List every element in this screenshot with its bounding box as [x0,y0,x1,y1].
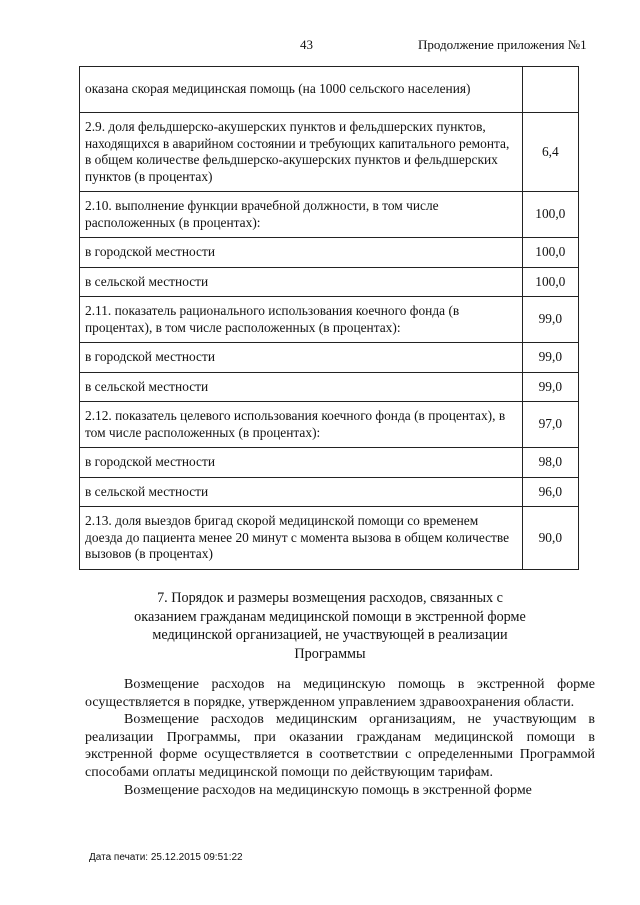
indicator-value: 99,0 [522,297,578,343]
page-number: 43 [300,37,313,52]
table-row [80,192,579,238]
table-row [80,372,579,402]
indicator-description: 2.12. показатель целевого использования коечного фонда (в процентах), в том числе расположенных (в процентах): [80,402,523,448]
indicator-description: в городской местности [80,343,523,373]
section-title-line: оказанием гражданам медицинской помощи в экстренной форме [134,608,526,625]
table-row [80,448,579,478]
table-row [80,402,579,448]
indicator-description: в городской местности [80,238,523,268]
print-date: Дата печати: 25.12.2015 09:51:22 [89,852,243,863]
indicator-description: 2.13. доля выездов бригад скорой медицинской помощи со временем доезда до пациента менее 20 минут с момента вызова в общем количестве вызовов (в процентах) [80,507,523,570]
paragraph: Возмещение расходов на медицинскую помощь в экстренной форме осуществляется в порядке, утвержденном управлением здравоохранения области. [85,677,595,710]
indicator-description: в сельской местности [80,477,523,507]
indicator-description: в городской местности [80,448,523,478]
indicator-description: оказана скорая медицинская помощь (на 1000 сельского населения) [80,67,523,113]
table-row [80,113,579,192]
indicator-value: 100,0 [522,192,578,238]
indicator-value: 97,0 [522,402,578,448]
paragraph: Возмещение расходов на медицинскую помощь в экстренной форме [124,782,532,798]
indicator-description: 2.9. доля фельдшерско-акушерских пунктов и фельдшерских пунктов, находящихся в аварийном состоянии и требующих капитального ремонта, в общем количестве фельдшерско-акушерских пунктов и фельдшерских пунктов (в процентах) [80,113,523,192]
indicator-value: 98,0 [522,448,578,478]
indicator-value [522,67,578,113]
indicator-description: 2.11. показатель рационального использования коечного фонда (в процентах), в том числе расположенных (в процентах): [80,297,523,343]
indicator-description: в сельской местности [80,267,523,297]
section-title [100,589,560,663]
section-title-line: Программы [294,645,366,662]
table-row [80,477,579,507]
indicator-value: 99,0 [522,372,578,402]
indicator-value: 90,0 [522,507,578,570]
indicator-description: в сельской местности [80,372,523,402]
indicator-value: 6,4 [522,113,578,192]
table-row [80,238,579,268]
appendix-continuation-note: Продолжение приложения №1 [418,37,587,52]
indicator-value: 100,0 [522,267,578,297]
indicator-value: 99,0 [522,343,578,373]
section-title-line: 7. Порядок и размеры возмещения расходов, связанных с [157,590,503,606]
paragraph: Возмещение расходов медицинским организациям, не участвующим в реализации Программы, при оказании гражданам медицинской помощи в экстренной форме осуществляется в соответствии с определенными Программой способами оплаты медицинской помощи по действующим тарифам. [85,712,595,780]
table-row [80,507,579,570]
table-row [80,67,579,113]
table-row [80,267,579,297]
section-body [85,676,595,799]
indicator-value: 100,0 [522,238,578,268]
section-title-line: медицинской организацией, не участвующей в реализации [152,627,508,643]
indicators-table [79,66,579,570]
table-row [80,343,579,373]
indicator-value: 96,0 [522,477,578,507]
indicator-description: 2.10. выполнение функции врачебной должности, в том числе расположенных (в процентах): [80,192,523,238]
table-row [80,297,579,343]
